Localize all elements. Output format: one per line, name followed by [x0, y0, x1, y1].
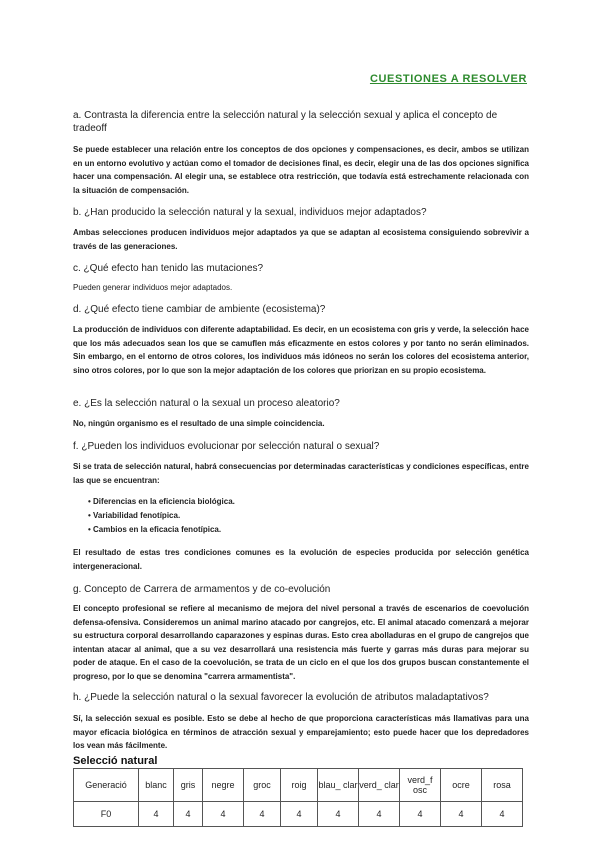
list-item: • Diferencias en la eficiencia biológica.	[88, 495, 235, 509]
answer-d: La producción de individuos con diferente adaptabilidad. Es decir, en un ecosistema con gris y verde, la selección hace que los más adecuados sean los que se camuflen más eficazmente en estos colores y por tanto no serán eliminados. Sin embargo, en el entorno de otros colores, los individuos más idóneos no serán los colores del ecosistema anterior, sino otros colores, por lo que son la mejor adaptación de los colores que priorizan en su propio ecosistema.	[73, 325, 529, 375]
table-cell: 4	[318, 802, 359, 827]
table-header: blau_ clar	[318, 769, 359, 802]
table-header: verd_ clar	[359, 769, 400, 802]
section-heading: CUESTIONES A RESOLVER	[369, 73, 527, 85]
table-title: Selecció natural	[73, 755, 158, 767]
question-c: c. ¿Qué efecto han tenido las mutaciones?	[73, 263, 264, 274]
answer-f: Si se trata de selección natural, habrá consecuencias por determinadas características y condiciones específicas, entre las que se encuentran:	[73, 462, 529, 485]
question-f: f. ¿Pueden los individuos evolucionar por selección natural o sexual?	[73, 441, 380, 452]
table-cell: 4	[139, 802, 174, 827]
table-cell: F0	[74, 802, 139, 827]
table-row	[74, 802, 523, 827]
answer-h: Sí, la selección sexual es posible. Esto se debe al hecho de que proporciona características más llamativas para una mayor eficacia biológica en términos de atracción sexual y emparejamiento; esto puede hacer que los depredadores los vean más fácilmente.	[73, 714, 529, 750]
table-header: roig	[281, 769, 318, 802]
question-a: a. Contrasta la diferencia entre la selección natural y la selección sexual y aplica el concepto de tradeoff	[73, 110, 498, 134]
table-cell: 4	[203, 802, 244, 827]
table-header: Generació	[74, 769, 139, 802]
table-header-row	[74, 769, 523, 802]
table-cell: 4	[400, 802, 441, 827]
question-e: e. ¿Es la selección natural o la sexual un proceso aleatorio?	[73, 398, 340, 409]
question-h: h. ¿Puede la selección natural o la sexual favorecer la evolución de atributos maladaptativos?	[73, 692, 489, 703]
answer-b: Ambas selecciones producen individuos mejor adaptados ya que se adaptan al ecosistema consiguiendo sobrevivir a través de las generaciones.	[73, 228, 529, 251]
table-header: blanc	[139, 769, 174, 802]
table-cell: 4	[174, 802, 203, 827]
table-header: gris	[174, 769, 203, 802]
bullet-list	[88, 495, 235, 537]
table-cell: 4	[359, 802, 400, 827]
answer-a: Se puede establecer una relación entre los conceptos de dos opciones y compensaciones, es decir, ambos se utilizan en un entorno evolutivo y actúan como el tomador de decisiones final, es decir, elegir una de las dos opciones significa hacer una compensación. Al elegir una, se establece otra restricción, que todavía está estrechamente relacionada con la situación de compensación.	[73, 145, 529, 195]
table-header: ocre	[441, 769, 482, 802]
table-header: verd_f osc	[400, 769, 441, 802]
question-b: b. ¿Han producido la selección natural y la sexual, individuos mejor adaptados?	[73, 207, 427, 218]
table-header: groc	[244, 769, 281, 802]
list-item: • Variabilidad fenotípica.	[88, 509, 235, 523]
answer-f-conclusion: El resultado de estas tres condiciones comunes es la evolución de especies producida por selección genética intergeneracional.	[73, 548, 529, 571]
question-g: g. Concepto de Carrera de armamentos y de co-evolución	[73, 584, 331, 595]
list-item: • Cambios en la eficacia fenotípica.	[88, 523, 235, 537]
table-header: negre	[203, 769, 244, 802]
table-cell: 4	[281, 802, 318, 827]
table-header: rosa	[482, 769, 523, 802]
table-cell: 4	[244, 802, 281, 827]
table-cell: 4	[482, 802, 523, 827]
selection-table	[73, 768, 523, 827]
table-cell: 4	[441, 802, 482, 827]
question-d: d. ¿Qué efecto tiene cambiar de ambiente (ecosistema)?	[73, 304, 326, 315]
answer-g: El concepto profesional se refiere al mecanismo de mejora del nivel personal a través de escenarios de coevolución defensa-ofensiva. Consideremos un animal marino atacado por cangrejos, etc. El animal atacado comenzará a mejorar su estructura corporal desarrollando caparazones y espinas duras. Esto crea abolladuras en el grupo de cangrejos que intentan atacar al animal, que a su vez desarrollará una resistencia más fuerte y garras más duras para mejorar su poder de ataque. En el caso de la coevolución, se trata de un ciclo en el que los dos grupos buscan constantemente el progreso, por lo que se denomina "carrera armamentista".	[73, 604, 529, 681]
answer-e: No, ningún organismo es el resultado de una simple coincidencia.	[73, 419, 325, 428]
answer-c: Pueden generar individuos mejor adaptados.	[73, 283, 233, 292]
